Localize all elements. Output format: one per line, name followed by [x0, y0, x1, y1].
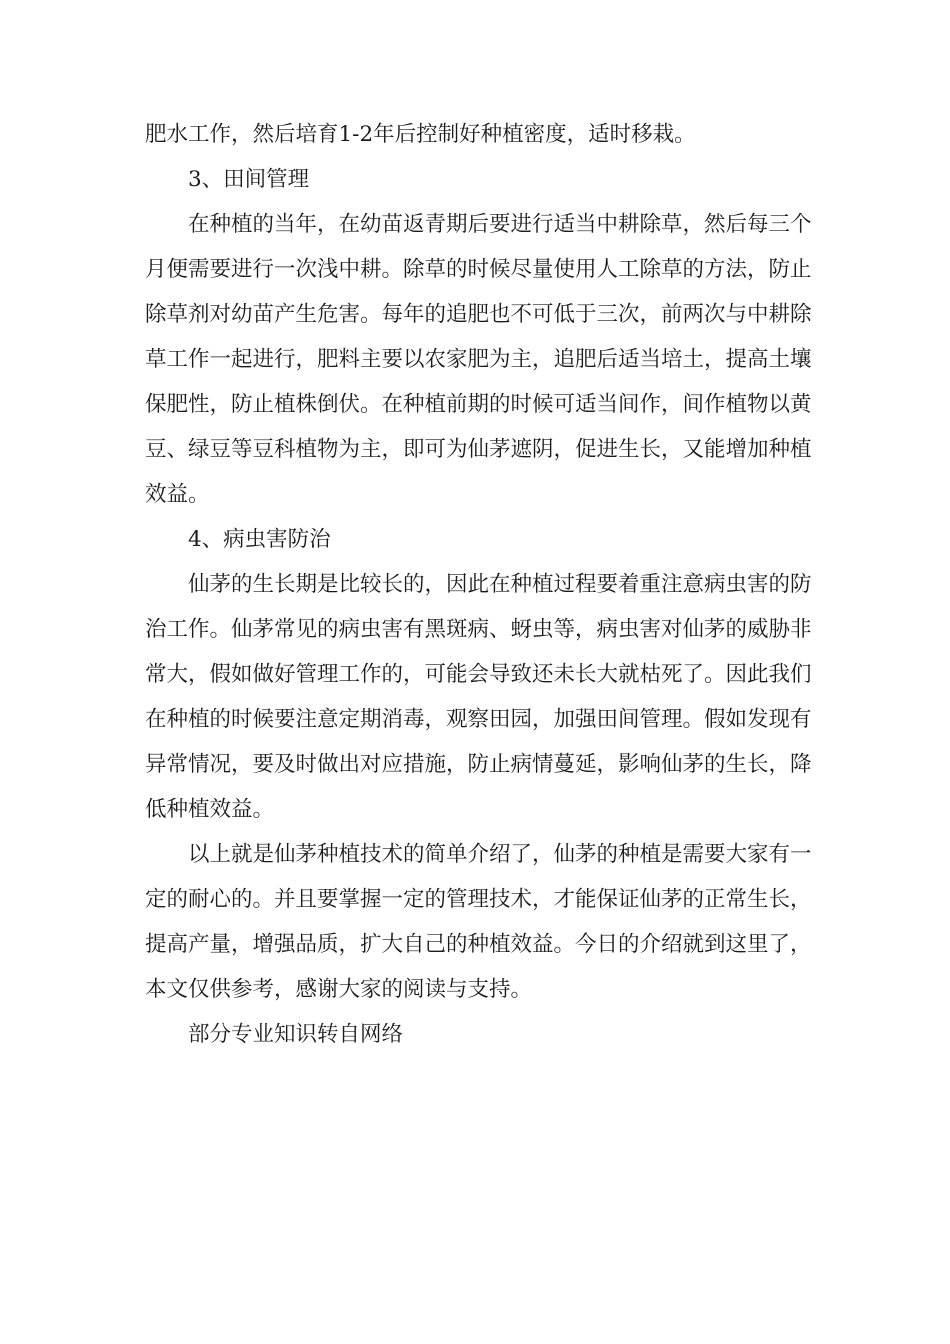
- section-3-paragraph: 在种植的当年，在幼苗返青期后要进行适当中耕除草，然后每三个月便需要进行一次浅中耕。除草的时候尽量使用人工除草的方法，防止除草剂对幼苗产生危害。每年的追肥也不可低于三次，前两次与中耕除草工作一起进行，肥料主要以农家肥为主，追肥后适当培土，提高土壤保肥性，防止植株倒伏。在种植前期的时候可适当间作，间作植物以黄豆、绿豆等豆科植物为主，即可为仙茅遮阴，促进生长，又能增加种植效益。: [145, 212, 812, 507]
- section-3-heading: 3、田间管理: [188, 167, 310, 192]
- source-note: 部分专业知识转自网络: [188, 1022, 404, 1047]
- conclusion-paragraph: 以上就是仙茅种植技术的简单介绍了，仙茅的种植是需要大家有一定的耐心的。并且要掌握一定的管理技术，才能保证仙茅的正常生长，提高产量，增强品质，扩大自己的种植效益。今日的介绍就到这里了，本文仅供参考，感谢大家的阅读与支持。: [145, 842, 812, 1002]
- section-4-heading: 4、病虫害防治: [188, 527, 331, 552]
- continuation-paragraph: 肥水工作，然后培育1-2年后控制好种植密度，适时移栽。: [145, 122, 696, 147]
- section-4-paragraph: 仙茅的生长期是比较长的，因此在种植过程要着重注意病虫害的防治工作。仙茅常见的病虫害有黑斑病、蚜虫等，病虫害对仙茅的威胁非常大，假如做好管理工作的，可能会导致还未长大就枯死了。因此我们在种植的时候要注意定期消毒，观察田园，加强田间管理。假如发现有异常情况，要及时做出对应措施，防止病情蔓延，影响仙茅的生长，降低种植效益。: [145, 572, 812, 822]
- document-body: [145, 112, 825, 1057]
